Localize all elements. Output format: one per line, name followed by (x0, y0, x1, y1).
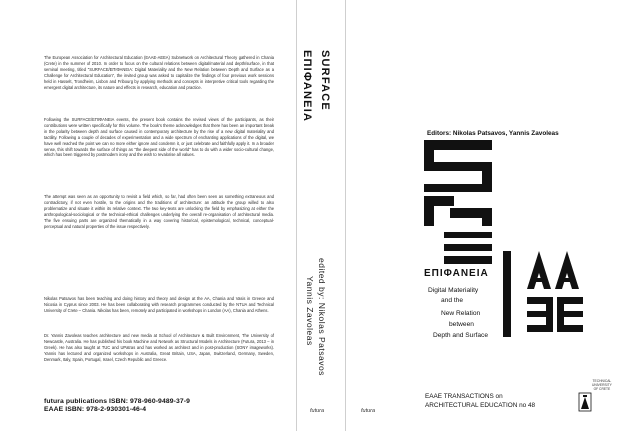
bio-patsavos: Nikolas Patsavos has been teaching and doing history and theory and design at the AA, Chania and Vasis in Greece and Nicosia in Cyprus since 2003. He has been collaborating with research programmes conducted by the NTUA and Technical University of Crete – Chania. Nikolas has been, remotely and participated in workshops in London (AA), Chania and Athens. (44, 296, 274, 313)
subtitle-line-4: between (449, 321, 474, 328)
university-name: TECHNICAL UNIVERSITY OF CRETE (592, 379, 612, 391)
back-paragraph-attempt: The attempt was seen as an opportunity to revisit a field which, so far, had often been seen as something extraneous and contradictory, if not even hostile, to the origins and the traditions of architecture: an attitude the group willed to also problematize and situate it within its relative context. The two key-texts are unlocking the field by emphasizing at either the anthropological-sociological or the technical-ethical challenges underlying the overall re-organisation of architectural media. The five ensuing parts are organized thematically in a way covering historical, epistemological, technical, conceptual-perceptual and natural properties of the issue respectively. (44, 194, 274, 229)
subtitle-line-2: and the (441, 297, 463, 304)
spine-title-greek: ΕΠΙΦΑΝΕΙΑ (301, 50, 313, 123)
spine-title-latin: SURFACE (319, 50, 331, 111)
front-title-greek: ΕΠΙΦΑΝΕΙΑ (424, 268, 489, 279)
eaae-logo (497, 245, 597, 345)
spine-edited-by: edited by: Nikolas Patsavos (317, 258, 327, 376)
spine-publisher: futura (310, 408, 325, 414)
series-line-2: ARCHITECTURAL EDUCATION no 48 (425, 402, 536, 409)
subtitle-line-3: New Relation (441, 310, 481, 317)
surface-letterform-graphic (424, 140, 494, 266)
front-publisher: futura (361, 408, 376, 414)
subtitle-line-1: Digital Materiality (428, 287, 479, 294)
isbn-eaae: EAAE ISBN: 978-2-930301-46-4 (44, 406, 147, 413)
series-line-1: EAAE TRANSACTIONS on (425, 393, 503, 400)
isbn-futura: futura publications ISBN: 978-960-9489-37-9 (44, 398, 190, 405)
subtitle-line-5: Depth and Surface (433, 332, 488, 339)
back-paragraph-intro: The European Association for Architectural Education (EAAE-AEEA) Subnetwork on Architectural Theory gathered in Chania (Crete) in the summer of 2010. In order to focus on the cultural relations between digital/material and depth/surface, in that seminal meeting, titled "SURFACE/ΕΠΙΦΑΝΕΙΑ: Digital Materiality and the New Relation between Depth and Surface as a Challenge for Architectural Education", the invited group was asked to capitalize the findings of four previous work sessions held in Hasselt, Trondheim, Lisbon and Fribourg by applying methods and concepts in interpretive critical tools regarding the emergent digital architecture, its nature and effects in research, education and practice. (44, 55, 274, 90)
front-editors: Editors: Nikolas Patsavos, Yannis Zavoleas (427, 130, 559, 137)
bio-zavoleas: Dr. Yannis Zavoleas teaches architecture and new media at School of Architecture & Built Environment, The University of Newcastle, Australia. He has published his book Machine and Network as Structural Models in Architecture (Futura, 2013 – in Greek). He has also taught at TUC and UPatras and has worked as architect and in post-production (SONY imageworks). Yannis has lectured and organized workshops in Australia, Great Britain, USA, Japan, Switzerland, Germany, Sweden, Denmark, Italy, Spain, Portugal, Israel, Czech Republic and Greece. (44, 333, 274, 362)
spine-editor-second: Yannis Zavoleas (305, 276, 315, 346)
back-paragraph-events: Following the SURFACE/ΕΠΙΦΑΝΕΙΑ events, the present book contains the revised views of the participants, as their contributions were written specifically for this volume. The book's theme acknowledges that there has been an important break in the polarity between depth and surface caused in contemporary architecture by the rise of a new digital materiality and tactility. Following a couple of decades of experimentation and a wide spectrum of enchanting applications of the digital, we have well reached the point we can no more either ignore and condemn it, or just celebrate and faithfully apply it. In a broader sense, this shift towards the surface of things as "the deepest side of the world" has to do with a wider socio-cultural change, which has been triggered by postmodern irony and the wish to revalorise all values. (44, 117, 274, 158)
